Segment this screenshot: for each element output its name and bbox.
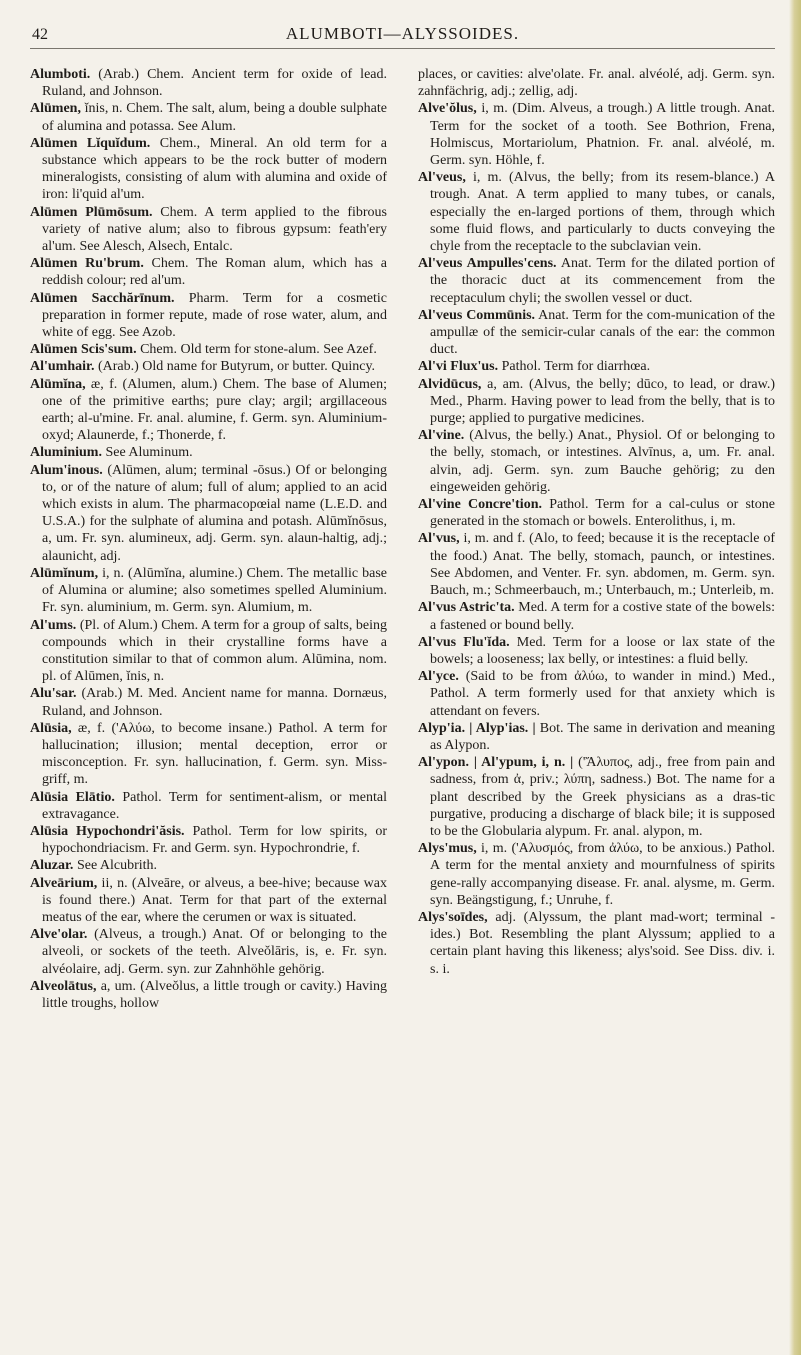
entry-headword: Alveolātus, <box>30 978 97 994</box>
entry-definition: (Alūmen, alum; terminal -ōsus.) Of or belonging to, or of the nature of alum; full of alum; applied to an acid which exists in alum. The pharmacopœial name (L.E.D. and U.S.A.) for the sulphate of alumina and potash. Alūmĭnōsus, a, um. Fr. syn. alumineux, adj. Germ. syn. alaun-haltig, adj.; alaunicht, adj. <box>42 462 387 564</box>
entry-headword: Alumboti. <box>30 67 91 82</box>
entry-headword: Alūmen Ru'brum. <box>30 256 144 272</box>
dictionary-entry <box>418 66 775 100</box>
entry-headword: Alūsia Elātio. <box>30 789 115 805</box>
page-edge <box>789 0 801 1355</box>
dictionary-entry <box>30 565 387 617</box>
entry-headword: Alve'olar. <box>30 927 88 943</box>
dictionary-entry <box>30 789 387 823</box>
entry-headword: Al'vus Flu'ĭda. <box>418 634 510 650</box>
entry-definition: Pharm. Term for a cosmetic preparation in former repute, made of rose water, alum, and white of egg. See Azob. <box>42 290 387 341</box>
dictionary-entry <box>418 720 775 754</box>
running-title: ALUMBOTI—ALYSSOIDES. <box>285 24 520 43</box>
entry-definition: i, m. ('Αλυσμός, from ἀλύω, to be anxious.) Pathol. A term for the mental anxiety and mournfulness of spirits gene-rally accompanying disease. Fr. anal. alysme, m. Germ. syn. Beängstigung, f.; Unruhe, f. <box>430 841 775 908</box>
entry-headword: Alūsia Hypochondri'ăsis. <box>30 823 185 839</box>
entry-headword: Al'veus, <box>418 170 466 186</box>
page-header <box>30 20 775 60</box>
entry-definition: Pathol. Term for diarrhœa. <box>498 359 651 375</box>
entry-headword: Alyp'ia. | Alyp'ias. | <box>418 720 536 736</box>
dictionary-entry <box>30 875 387 927</box>
dictionary-entry <box>30 358 387 375</box>
dictionary-entry <box>418 668 775 720</box>
entry-definition: Bot. The same in derivation and meaning as Alypon. <box>430 720 775 753</box>
dictionary-entry <box>418 100 775 169</box>
entry-definition: æ, f. (Alumen, alum.) Chem. The base of Alumen; one of the primitive earths; pure clay; argil; argillaceous earth; al-u'mine. Fr. anal. alumine, f. Germ. syn. Aluminium-oxyd; Alaunerde, f.; Thonerde, f. <box>42 376 387 444</box>
entry-headword: Al'vine. <box>418 428 465 444</box>
dictionary-entry <box>418 754 775 840</box>
entry-definition: Pathol. Term for sentiment-alism, or mental extravagance. <box>42 789 387 822</box>
dictionary-entry <box>30 685 387 719</box>
entry-definition: i, m. and f. (Alo, to feed; because it is the receptacle of the food.) Anat. The belly, stomach, paunch, or intestines. See Abdomen, and Venter. Fr. syn. abdomen, m. Germ. syn. Bauch, m.; Schmeerbauch, m.; Unterbauch, m.; Unterleib, m. <box>430 531 775 599</box>
entry-definition: a, um. (Alveŏlus, a little trough or cavity.) Having little troughs, hollow <box>42 978 387 1011</box>
entry-headword: Al'vus Astric'ta. <box>418 600 515 616</box>
entry-definition: Pathol. Term for low spirits, or hypochondriacism. Fr. and Germ. syn. Hypochrondrie, f. <box>42 823 387 857</box>
entry-definition: See Alcubrith. <box>73 858 158 874</box>
entry-headword: Al'veus Ampulles'cens. <box>418 256 557 272</box>
entry-definition: i, m. (Alvus, the belly; from its resem-blance.) A trough. Anat. A term applied to many tubes, or canals, especially the en-larged portions of them, through which some fluid flows, and particularly to ducts conveying the chyle from the receptacle to the subclavian vein. <box>430 170 775 255</box>
left-column <box>30 66 387 1338</box>
entry-headword: Alys'mus, <box>418 841 477 857</box>
entry-headword: Alūsia, <box>30 720 72 736</box>
entry-definition: ('Ἄλυπος, adj., free from pain and sadness, from ἀ, priv.; λύπη, sadness.) Bot. The name for a plant described by the Greek physicians as a dras-tic purgative, producing a discharge of black bile; it is supposed to be the Globularia alypum. Fr. anal. alypon, m. <box>430 755 775 839</box>
entry-headword: Al'ums. <box>30 617 77 633</box>
entry-definition: ĭnis, n. Chem. The salt, alum, being a double sulphate of alumina and potassa. See Alum. <box>42 101 387 134</box>
dictionary-entry <box>418 496 775 530</box>
entry-definition: (Alvus, the belly.) Anat., Physiol. Of or belonging to the belly, stomach, or intestines. Alvīnus, a, um. Fr. anal. alvin, adj. Germ. syn. zum Bauche gehörig; zu den eingeweiden gehörig. <box>430 428 775 495</box>
dictionary-entry <box>30 135 387 204</box>
entry-definition: a, am. (Alvus, the belly; dūco, to lead, or draw.) Med., Pharm. Having power to lead from the belly, that is to purge; applied to purgative medicines. <box>430 376 775 427</box>
entry-definition: Anat. Term for the dilated portion of the thoracic duct at its commencement from the receptaculum chyli; the swollen vessel or duct. <box>430 256 775 306</box>
dictionary-entry <box>418 427 775 496</box>
entry-definition: (Said to be from ἀλύω, to wander in mind.) Med., Pathol. A term formerly used for that anxiety which is attendant on fevers. <box>430 669 775 719</box>
entry-headword: Alveārium, <box>30 875 98 891</box>
page-number: 42 <box>32 26 48 43</box>
entry-headword: Alūmen Scis'sum. <box>30 342 137 358</box>
entry-definition: (Arab.) Old name for Butyrum, or butter. Quincy. <box>94 359 376 375</box>
entry-definition: (Pl. of Alum.) Chem. A term for a group of salts, being compounds which in their crystalline forms have a constitution similar to that of common alum. Alūmina, nom. pl. of Alūmen, ĭnis, n. <box>42 617 387 685</box>
dictionary-entry <box>418 376 775 428</box>
entry-headword: Alu'sar. <box>30 686 77 702</box>
dictionary-entry <box>30 444 387 461</box>
dictionary-entry <box>30 376 387 445</box>
dictionary-entry <box>30 857 387 874</box>
entry-headword: Alvidūcus, <box>418 376 482 392</box>
entry-definition: places, or cavities: alve'olate. Fr. anal. alvéolé, adj. Germ. syn. zahnfächrig, adj.; zellig, adj. <box>418 67 775 100</box>
dictionary-entry <box>30 290 387 342</box>
dictionary-entry <box>30 341 387 358</box>
dictionary-entry <box>30 204 387 256</box>
entry-headword: Alūmen Sacchărīnum. <box>30 290 175 306</box>
dictionary-entry <box>30 926 387 978</box>
dictionary-entry <box>30 462 387 565</box>
entry-headword: Aluminium. <box>30 445 102 461</box>
dictionary-entry <box>418 840 775 909</box>
entry-headword: Al'umhair. <box>30 359 95 375</box>
entry-definition: adj. (Alyssum, the plant mad-wort; terminal -ides.) Bot. Resembling the plant Alyssum; applied to a certain plant having this likeness; alys'soid. See Diss. div. i. s. i. <box>430 909 775 977</box>
dictionary-entry <box>418 909 775 978</box>
entry-headword: Alūmen Plūmōsum. <box>30 204 153 220</box>
entry-definition: Chem. A term applied to the fibrous variety of native alum; also to fibrous gypsum: feath'ery al'um. See Alesch, Alsech, Entalc. <box>42 204 387 255</box>
entry-headword: Al'veus Commūnis. <box>418 307 536 323</box>
entry-definition: i, m. (Dim. Alveus, a trough.) A little trough. Anat. Term for the socket of a tooth. See Bothrion, Frena, Holmiscus, Mortariolum, Phatnion. Fr. anal. alvéolé, m. Germ. syn. Höhle, f. <box>430 101 775 169</box>
entry-definition: (Alveus, a trough.) Anat. Of or belonging to the alveoli, or sockets of the teeth. Alveŏlāris, is, e. Fr. syn. alvéolaire, adj. Germ. syn. zur Zahnhöhle gehörig. <box>42 927 387 977</box>
entry-definition: i, n. (Alūmĭna, alumine.) Chem. The metallic base of Alumina or alumine; also sometimes spelled Aluminium. Fr. syn. aluminium, m. Germ. syn. Alumium, m. <box>42 565 387 616</box>
dictionary-entry <box>30 978 387 1012</box>
dictionary-entry <box>418 255 775 307</box>
dictionary-entry <box>30 255 387 289</box>
dictionary-entry <box>30 617 387 686</box>
entry-definition: ii, n. (Alveāre, or alveus, a bee-hive; because wax is found there.) Anat. Term for that part of the external meatus of the ear, where the cerumen or wax is situated. <box>42 875 387 925</box>
dictionary-entry <box>418 169 775 255</box>
dictionary-entry <box>418 599 775 633</box>
header-rule <box>30 48 775 49</box>
entry-definition: See Aluminum. <box>101 445 193 461</box>
entry-definition: Chem. The Roman alum, which has a reddish colour; red al'um. <box>42 256 387 289</box>
entry-headword: Alūmĭna, <box>30 376 86 392</box>
entry-headword: Al'vine Concre'tion. <box>418 497 542 513</box>
right-column <box>418 66 775 1338</box>
entry-definition: Chem., Mineral. An old term for a substance which appears to be the rock butter of modern mineralogists, consisting of alum with alumina and oxide of iron: li'quid al'um. <box>42 135 387 203</box>
dictionary-entry <box>418 634 775 668</box>
dictionary-entry <box>30 100 387 134</box>
dictionary-entry <box>30 823 387 857</box>
entry-definition: æ, f. ('Αλύω, to become insane.) Pathol. A term for hallucination; illusion; mental deception, error or misconception. Fr. syn. hallucination, f. Germ. syn. Miss-griff, m. <box>42 720 387 788</box>
entry-definition: Pathol. Term for a cal-culus or stone generated in the stomach or bowels. Enterolithus, i, m. <box>430 497 775 530</box>
dictionary-entry <box>418 530 775 599</box>
entry-headword: Alūmĭnum, <box>30 565 99 581</box>
entry-definition: Med. A term for a costive state of the bowels: a fastened or bound belly. <box>430 600 775 633</box>
entry-headword: Alum'inous. <box>30 462 103 478</box>
entry-headword: Al'vi Flux'us. <box>418 359 499 375</box>
entry-headword: Aluzar. <box>30 858 74 874</box>
dictionary-entry <box>418 307 775 359</box>
dictionary-entry <box>30 720 387 789</box>
entry-definition: (Arab.) M. Med. Ancient name for manna. Dornæus, Ruland, and Johnson. <box>42 686 387 719</box>
entry-definition: (Arab.) Chem. Ancient term for oxide of lead. Ruland, and Johnson. <box>42 67 387 100</box>
entry-headword: Al'ypon. | Al'ypum, i, n. | <box>418 755 574 771</box>
dictionary-entry <box>418 358 775 375</box>
entry-headword: Alūmen Lĭquĭdum. <box>30 135 151 151</box>
entry-headword: Al'vus, <box>418 531 460 547</box>
entry-headword: Alūmen, <box>30 101 81 117</box>
dictionary-entry <box>30 66 387 100</box>
entry-headword: Alys'soīdes, <box>418 909 488 925</box>
entry-headword: Al'yce. <box>418 669 459 685</box>
entry-definition: Chem. Old term for stone-alum. See Azef. <box>136 342 377 358</box>
entry-definition: Anat. Term for the com-munication of the ampullæ of the semicir-cular canals of the ear: the common duct. <box>430 307 775 358</box>
entry-definition: Med. Term for a loose or lax state of the bowels; a looseness; lax belly, or intestines: a fluid belly. <box>430 634 775 667</box>
entry-headword: Alve'ŏlus, <box>418 101 477 117</box>
